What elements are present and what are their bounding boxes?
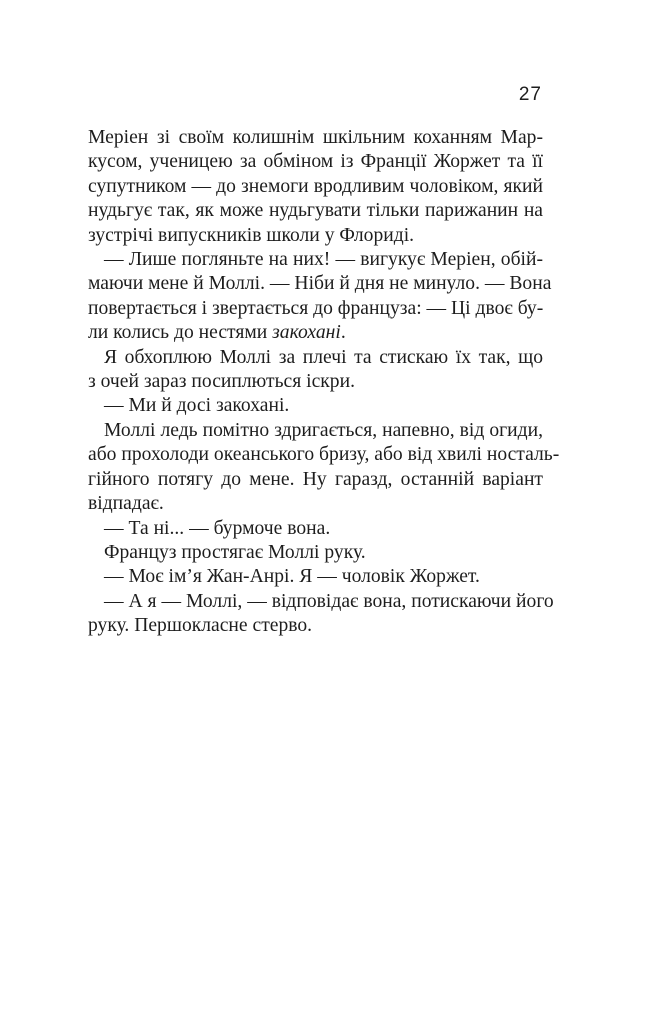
line-text: Моллі ледь помітно здригається, напевно, від огиди, [104,419,543,441]
text-line [88,126,543,150]
text-line [88,614,543,638]
line-text: або прохолоди океанського бризу, або від хвилі носталь- [88,444,560,466]
line-text: ли колись до нестями [88,322,273,344]
line-text: — Ми й досі закохані. [104,395,290,417]
line-text: — Моє ім’я Жан-Анрі. Я — чоловік Жоржет. [104,566,480,588]
line-text: гійного потягу до мене. Ну гаразд, останній варіант [88,468,543,490]
text-line [88,590,554,614]
text-line [88,248,543,272]
text-line [88,370,543,394]
text-line [88,541,543,565]
line-text: маючи мене й Моллі. — Ніби й дня не минуло. — Вона [88,273,552,295]
line-text: повертається і звертається до француза: — Ці двоє бу- [88,297,544,319]
line-text: — А я — Моллі, — відповідає вона, потискаючи його [104,590,554,612]
text-line [88,565,543,589]
line-text: кусом, ученицею за обміном із Франції Жоржет та її [88,151,543,173]
line-text: Француз простягає Моллі руку. [104,541,366,563]
line-text: відпадає. [88,493,164,515]
line-text: нудьгує так, як може нудьгувати тільки парижанин на [88,200,543,222]
text-line [88,321,543,345]
line-text-after: . [340,322,346,344]
body-text [88,126,560,639]
line-text: Меріен зі своїм колишнім шкільним коханням Мар- [88,127,543,148]
text-line [88,175,543,199]
text-line [88,517,543,541]
line-text: Я обхоплюю Моллі за плечі та стискаю їх так, що [104,346,543,368]
text-line [88,394,543,418]
line-text: супутником — до знемоги вродливим чоловіком, який [88,175,543,197]
line-text: руку. Першокласне стерво. [88,615,313,637]
line-text: з очей зараз посиплються іскри. [88,371,355,393]
line-text: — Та ні... — бурмоче вона. [104,517,331,539]
text-line [88,468,543,492]
text-line [88,150,543,174]
text-line [88,419,543,443]
line-text: зустрічі випускників школи у Флориді. [88,224,415,246]
text-line [88,492,543,516]
text-line [88,224,543,248]
text-line [88,297,543,321]
line-text: — Лише погляньте на них! — вигукує Меріен, обій- [104,249,543,271]
text-line [88,346,543,370]
text-line [88,443,560,467]
italic-word: закохані [272,322,341,344]
page-number: 27 [518,84,542,105]
text-line [88,272,552,296]
text-line [88,199,543,223]
